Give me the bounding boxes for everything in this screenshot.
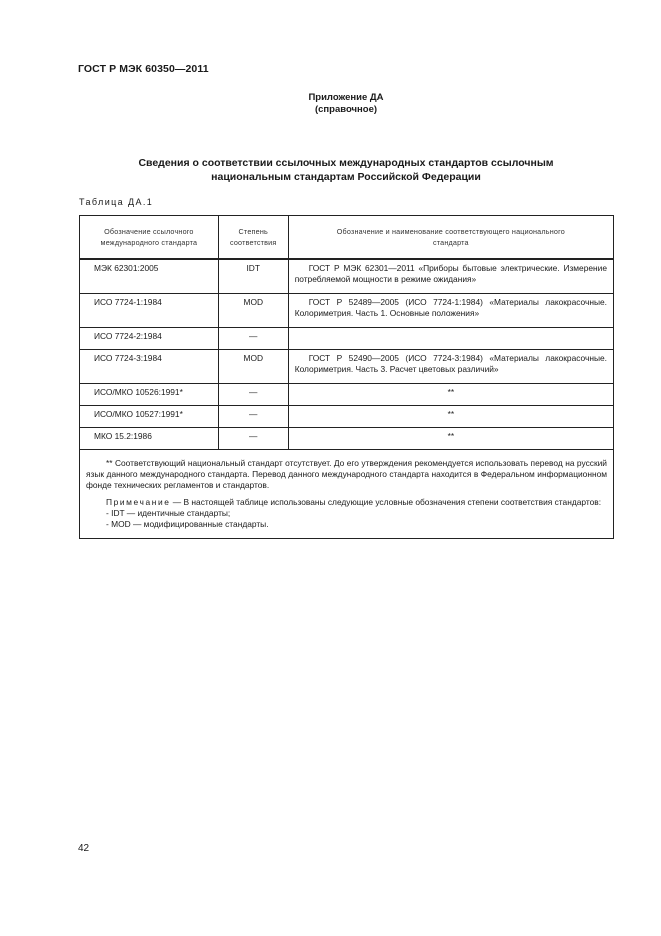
- footnote-text: ** Соответствующий национальный стандарт отсутствует. До его утверждения рекомендуется использовать перевод на русский язык данного международного стандарта. Перевод данного международного стандарта находится в Федеральном информационном фонде технических регламентов и стандартов.: [86, 458, 607, 490]
- note-label: Примечание: [106, 497, 171, 507]
- cell-national: [288, 328, 613, 350]
- standards-table: [79, 215, 614, 539]
- cell-national: ГОСТ Р МЭК 62301—2011 «Приборы бытовые электрические. Измерение потребляемой мощности в режиме ожидания»: [288, 259, 613, 294]
- column-header-national: Обозначение и наименование соответствующего национального стандарта: [288, 216, 613, 260]
- cell-national: ГОСТ Р 52489—2005 (ИСО 7724-1:1984) «Материалы лакокрасочные. Колориметрия. Часть 1. Основные положения»: [288, 294, 613, 328]
- appendix-title-block: [240, 92, 452, 116]
- note-text: — В настоящей таблице использованы следующие условные обозначения степени соответствия стандартов:: [170, 497, 602, 507]
- cell-national: ГОСТ Р 52490—2005 (ИСО 7724-3:1984) «Материалы лакокрасочные. Колориметрия. Часть 3. Расчет цветовых различий»: [288, 350, 613, 384]
- note-item-mod: - MOD — модифицированные стандарты.: [106, 519, 269, 529]
- cell-degree: IDT: [218, 259, 288, 294]
- cell-degree: MOD: [218, 350, 288, 384]
- table-row: [80, 406, 614, 428]
- section-heading-line-2: национальным стандартам Российской Федерации: [211, 171, 481, 183]
- cell-reference: ИСО/МКО 10526:1991*: [80, 384, 219, 406]
- appendix-subtitle: (справочное): [314, 104, 378, 115]
- section-heading: [90, 156, 602, 184]
- cell-reference: МКО 15.2:1986: [80, 428, 219, 450]
- cell-degree: —: [218, 406, 288, 428]
- cell-national: **: [288, 406, 613, 428]
- note-item-idt: - IDT — идентичные стандарты;: [106, 508, 231, 518]
- page-number: 42: [78, 843, 90, 854]
- appendix-title: Приложение ДА: [308, 92, 384, 103]
- cell-reference: ИСО 7724-3:1984: [80, 350, 219, 384]
- table-footnote-cell: [80, 450, 614, 539]
- table-row: [80, 350, 614, 384]
- cell-reference: ИСО/МКО 10527:1991*: [80, 406, 219, 428]
- cell-reference: ИСО 7724-1:1984: [80, 294, 219, 328]
- cell-degree: MOD: [218, 294, 288, 328]
- cell-degree: —: [218, 384, 288, 406]
- document-header: ГОСТ Р МЭК 60350—2011: [78, 63, 209, 75]
- table-row: [80, 384, 614, 406]
- table-footnote-row: [80, 450, 614, 539]
- table-note: [86, 497, 607, 508]
- cell-national: **: [288, 428, 613, 450]
- section-heading-line-1: Сведения о соответствии ссылочных международных стандартов ссылочным: [138, 157, 554, 169]
- cell-reference: МЭК 62301:2005: [80, 259, 219, 294]
- column-header-reference: Обозначение ссылочного международного стандарта: [80, 216, 219, 260]
- table-header-row: [80, 216, 614, 260]
- cell-reference: ИСО 7724-2:1984: [80, 328, 219, 350]
- table-row: [80, 428, 614, 450]
- table-row: [80, 328, 614, 350]
- column-header-degree: Степень соответствия: [218, 216, 288, 260]
- table-caption: Таблица ДА.1: [79, 197, 154, 207]
- cell-degree: —: [218, 428, 288, 450]
- cell-degree: —: [218, 328, 288, 350]
- table-row: [80, 294, 614, 328]
- cell-national: **: [288, 384, 613, 406]
- table-row: [80, 259, 614, 294]
